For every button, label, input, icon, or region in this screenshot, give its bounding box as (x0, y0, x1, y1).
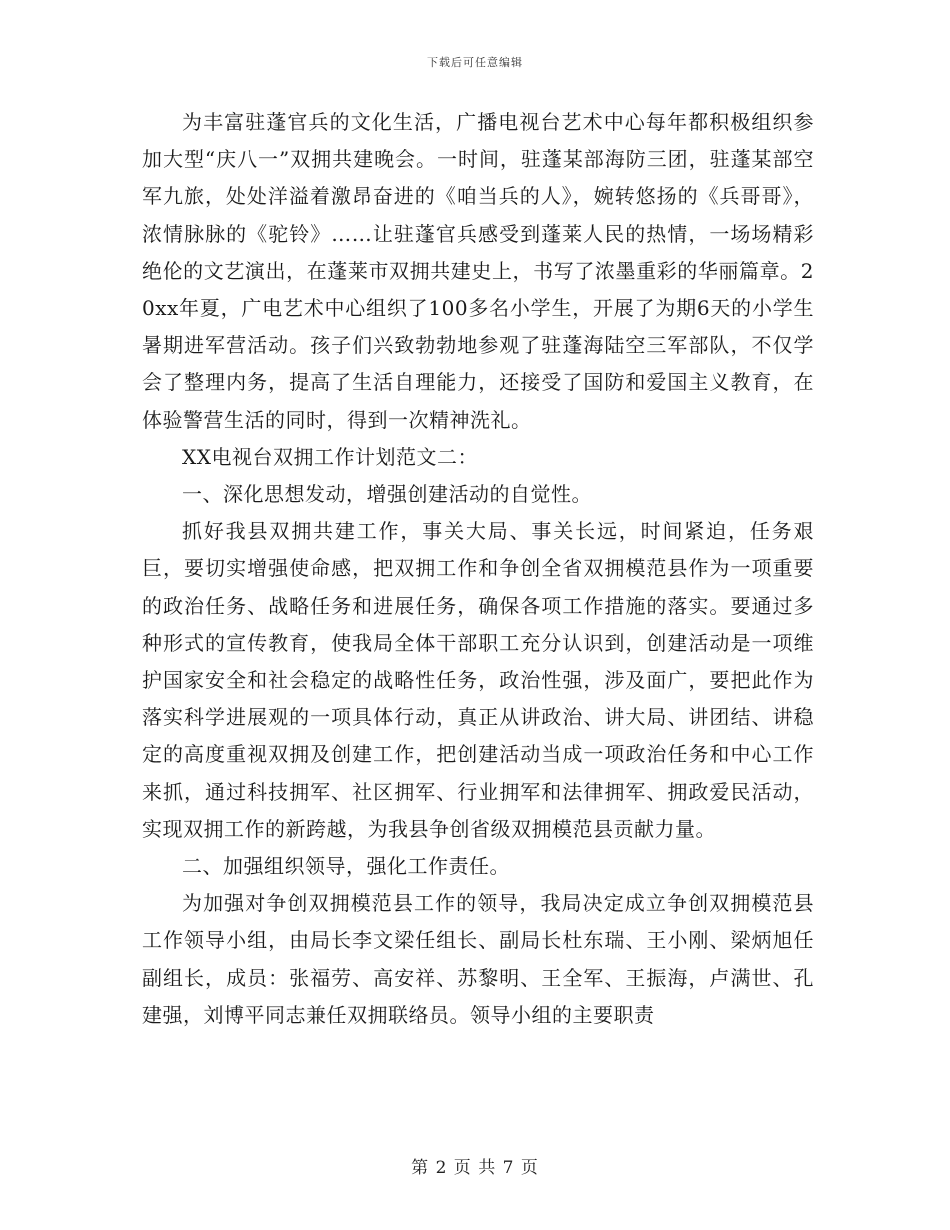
section-heading-two: 二、加强组织领导，强化工作责任。 (182, 854, 510, 879)
section-heading-one: 一、深化思想发动，增强创建活动的自觉性。 (182, 482, 592, 507)
paragraph-ideological-mobilization: 抓好我县双拥共建工作，事关大局、事关长远，时间紧迫，任务艰巨，要切实增强使命感，把双拥工作和争创全省双拥模范县作为一项重要的政治任务、战略任务和进展任务，确保各项工作措施的落实。要通过多种形式的宣传教育，使我局全体干部职工充分认识到，创建活动是一项维护国家安全和社会稳定的战略性任务，政治性强，涉及面广，要把此作为落实科学进展观的一项具体行动，真正从讲政治、讲大局、讲团结、讲稳定的高度重视双拥及创建工作，把创建活动当成一项政治任务和中心工作来抓，通过科技拥军、社区拥军、行业拥军和法律拥军、拥政爱民活动，实现双拥工作的新跨越，为我县争创省级双拥模范县贡献力量。 (142, 519, 814, 841)
paragraph-leadership-group: 为加强对争创双拥模范县工作的领导，我局决定成立争创双拥模范县工作领导小组，由局长李文梁任组长、副局长杜东瑞、王小刚、梁炳旭任副组长，成员：张福劳、高安祥、苏黎明、王全军、王振海，卢满世、孔建强，刘博平同志兼任双拥联络员。领导小组的主要职责 (142, 891, 814, 1027)
document-body (142, 104, 814, 1034)
paragraph-cultural-activities: 为丰富驻蓬官兵的文化生活，广播电视台艺术中心每年都积极组织参加大型“庆八一”双拥共建晚会。一时间，驻蓬某部海防三团，驻蓬某部空军九旅，处处洋溢着激昂奋进的《咱当兵的人》，婉转悠扬的《兵哥哥》，浓情脉脉的《驼铃》……让驻蓬官兵感受到蓬莱人民的热情，一场场精彩绝伦的文艺演出，在蓬莱市双拥共建史上，书写了浓墨重彩的华丽篇章。20xx年夏，广电艺术中心组织了100多名小学生，开展了为期6天的小学生暑期进军营活动。孩子们兴致勃勃地参观了驻蓬海陆空三军部队，不仅学会了整理内务，提高了生活自理能力，还接受了国防和爱国主义教育，在体验警营生活的同时，得到一次精神洗礼。 (142, 110, 814, 432)
page-header-note: 下载后可任意编辑 (427, 56, 523, 69)
section-title-sample-two: XX电视台双拥工作计划范文二： (182, 444, 478, 469)
page-number: 第 2 页 共 7 页 (411, 1158, 539, 1178)
